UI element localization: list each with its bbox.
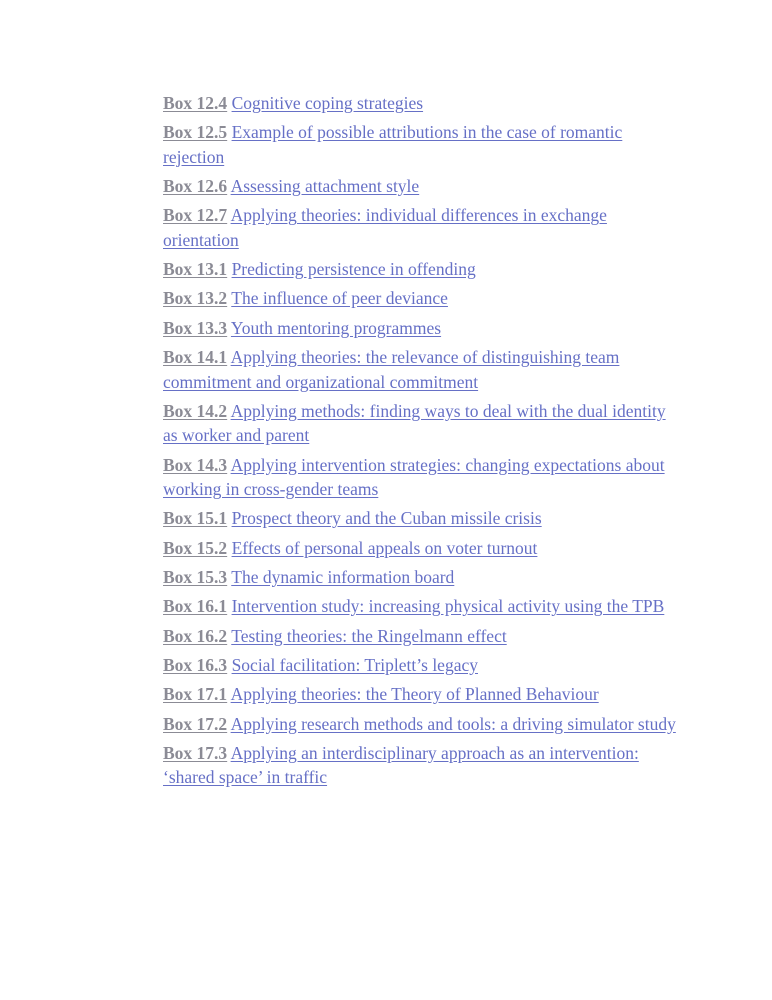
box-list <box>163 91 683 795</box>
box-number-link[interactable]: Box 15.3 <box>163 567 228 588</box>
box-title-link[interactable]: Assessing attachment style <box>230 176 420 197</box>
list-item <box>163 345 683 394</box>
list-item <box>163 682 683 707</box>
box-number-link[interactable]: Box 16.2 <box>163 625 228 646</box>
box-title-link[interactable]: Example of possible attributions in the case of romantic rejection <box>163 122 623 167</box>
box-title-link[interactable]: Applying theories: individual differences in exchange orientation <box>163 205 607 250</box>
list-item <box>163 286 683 311</box>
box-title-link[interactable]: Applying research methods and tools: a driving simulator study <box>230 713 676 734</box>
box-number-link[interactable]: Box 13.3 <box>163 317 228 338</box>
box-title-link[interactable]: Applying an interdisciplinary approach as an intervention: ‘shared space’ in traffic <box>163 742 639 788</box>
box-title-link[interactable]: The influence of peer deviance <box>231 288 448 309</box>
box-number-link[interactable]: Box 12.7 <box>163 205 228 226</box>
box-number-link[interactable]: Box 16.1 <box>163 596 228 617</box>
box-number-link[interactable]: Box 14.3 <box>163 454 228 475</box>
box-number-link[interactable]: Box 14.2 <box>163 400 228 421</box>
list-item <box>163 536 683 561</box>
box-title-link[interactable]: Youth mentoring programmes <box>230 317 442 338</box>
list-item <box>163 594 683 619</box>
box-number-link[interactable]: Box 16.3 <box>163 654 228 675</box>
box-title-link[interactable]: Predicting persistence in offending <box>231 259 476 280</box>
box-number-link[interactable]: Box 15.1 <box>163 508 228 529</box>
box-number-link[interactable]: Box 17.1 <box>163 684 228 705</box>
box-title-link[interactable]: The dynamic information board <box>231 567 455 588</box>
box-number-link[interactable]: Box 12.4 <box>163 93 228 113</box>
box-title-link[interactable]: Prospect theory and the Cuban missile crisis <box>231 508 542 529</box>
box-number-link[interactable]: Box 12.6 <box>163 176 228 197</box>
box-number-link[interactable]: Box 13.1 <box>163 259 228 280</box>
box-number-link[interactable]: Box 15.2 <box>163 537 228 558</box>
list-item <box>163 120 683 169</box>
list-item <box>163 316 683 341</box>
box-number-link[interactable]: Box 17.3 <box>163 742 228 763</box>
box-title-link[interactable]: Applying theories: the relevance of distinguishing team commitment and organizational commitment <box>163 347 620 392</box>
box-title-link[interactable]: Intervention study: increasing physical activity using the TPB <box>231 596 665 617</box>
list-item <box>163 453 683 502</box>
list-item <box>163 712 683 737</box>
box-title-link[interactable]: Cognitive coping strategies <box>231 93 424 113</box>
list-item <box>163 174 683 199</box>
box-number-link[interactable]: Box 12.5 <box>163 122 228 143</box>
list-item <box>163 741 683 790</box>
list-item <box>163 565 683 590</box>
box-title-link[interactable]: Applying methods: finding ways to deal with the dual identity as worker and parent <box>163 400 666 446</box>
list-item <box>163 624 683 649</box>
list-item <box>163 506 683 531</box>
box-title-link[interactable]: Effects of personal appeals on voter turnout <box>231 537 538 558</box>
list-item <box>163 653 683 678</box>
list-item <box>163 91 683 116</box>
list-item <box>163 257 683 282</box>
box-title-link[interactable]: Applying theories: the Theory of Planned Behaviour <box>230 684 599 705</box>
list-item <box>163 203 683 252</box>
box-number-link[interactable]: Box 14.1 <box>163 347 228 368</box>
list-item <box>163 399 683 448</box>
box-number-link[interactable]: Box 13.2 <box>163 288 228 309</box>
box-title-link[interactable]: Testing theories: the Ringelmann effect <box>231 625 507 646</box>
box-title-link[interactable]: Social facilitation: Triplett’s legacy <box>231 654 478 675</box>
box-title-link[interactable]: Applying intervention strategies: changing expectations about working in cross-gender teams <box>163 454 665 500</box>
box-number-link[interactable]: Box 17.2 <box>163 713 228 734</box>
